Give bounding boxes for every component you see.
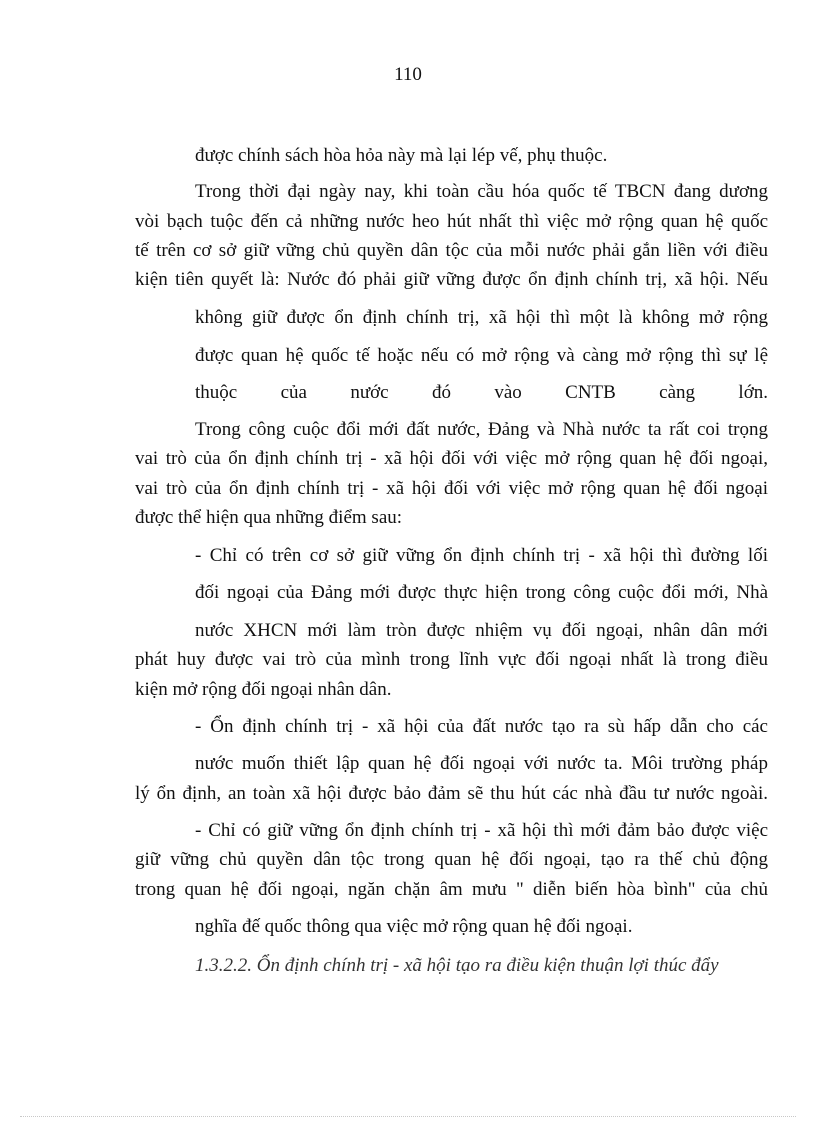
- text-line: - Chỉ có giữ vững ổn định chính trị - xã hội thì mới đảm bảo được việc: [195, 820, 768, 841]
- text-line: vai trò của ổn định chính trị - xã hội đối với việc mở rộng quan hệ đối ngoại: [135, 478, 768, 499]
- text-line: - Chỉ có trên cơ sở giữ vững ổn định chính trị - xã hội thì đường lối: [195, 545, 768, 566]
- text-line: được chính sách hòa hỏa này mà lại lép vế, phụ thuộc.: [195, 145, 608, 166]
- text-line: thuộc của nước đó vào CNTB càng lớn.: [195, 382, 768, 403]
- text-line: kiện tiên quyết là: Nước đó phải giữ vững được ổn định chính trị, xã hội. Nếu: [135, 269, 768, 290]
- text-line: nghĩa đế quốc thông qua việc mở rộng quan hệ đối ngoại.: [195, 916, 633, 937]
- text-line: Trong thời đại ngày nay, khi toàn cầu hóa quốc tế TBCN đang dương: [195, 181, 768, 202]
- text-line: vai trò của ổn định chính trị - xã hội đối với việc mở rộng quan hệ đối ngoại,: [135, 448, 768, 469]
- text-line: - Ổn định chính trị - xã hội của đất nước tạo ra sù hấp dẫn cho các: [195, 716, 768, 737]
- text-line: không giữ được ổn định chính trị, xã hội thì một là không mở rộng: [195, 307, 768, 328]
- page-bottom-border: [20, 1116, 796, 1117]
- text-line: phát huy được vai trò của mình trong lĩnh vực đối ngoại nhất là trong điều: [135, 649, 768, 670]
- text-line: đối ngoại của Đảng mới được thực hiện trong công cuộc đổi mới, Nhà: [195, 582, 768, 603]
- text-line: giữ vững chủ quyền dân tộc trong quan hệ đối ngoại, tạo ra thế chủ động: [135, 849, 768, 870]
- text-line: được thể hiện qua những điểm sau:: [135, 507, 403, 528]
- text-line: trong quan hệ đối ngoại, ngăn chặn âm mưu " diễn biến hòa bình" của chủ: [135, 879, 768, 900]
- text-line: nước XHCN mới làm tròn được nhiệm vụ đối ngoại, nhân dân mới: [195, 620, 768, 641]
- text-line: được quan hệ quốc tế hoặc nếu có mở rộng và càng mở rộng thì sự lệ: [195, 345, 768, 366]
- text-line: nước muốn thiết lập quan hệ đối ngoại với nước ta. Môi trường pháp: [195, 753, 768, 774]
- text-line: vòi bạch tuộc đến cả những nước heo hút nhất thì việc mở rộng quan hệ quốc: [135, 211, 768, 232]
- text-line: lý ổn định, an toàn xã hội được bảo đảm sẽ thu hút các nhà đầu tư nước ngoài.: [135, 783, 768, 804]
- page-number: 110: [394, 64, 422, 85]
- section-heading: 1.3.2.2. Ổn định chính trị - xã hội tạo ra điều kiện thuận lợi thúc đẩy: [195, 955, 719, 976]
- text-line: kiện mở rộng đối ngoại nhân dân.: [135, 679, 392, 700]
- text-line: Trong công cuộc đổi mới đất nước, Đảng và Nhà nước ta rất coi trọng: [195, 419, 768, 440]
- text-line: tế trên cơ sở giữ vững chủ quyền dân tộc của mỗi nước phải gắn liền với điều: [135, 240, 768, 261]
